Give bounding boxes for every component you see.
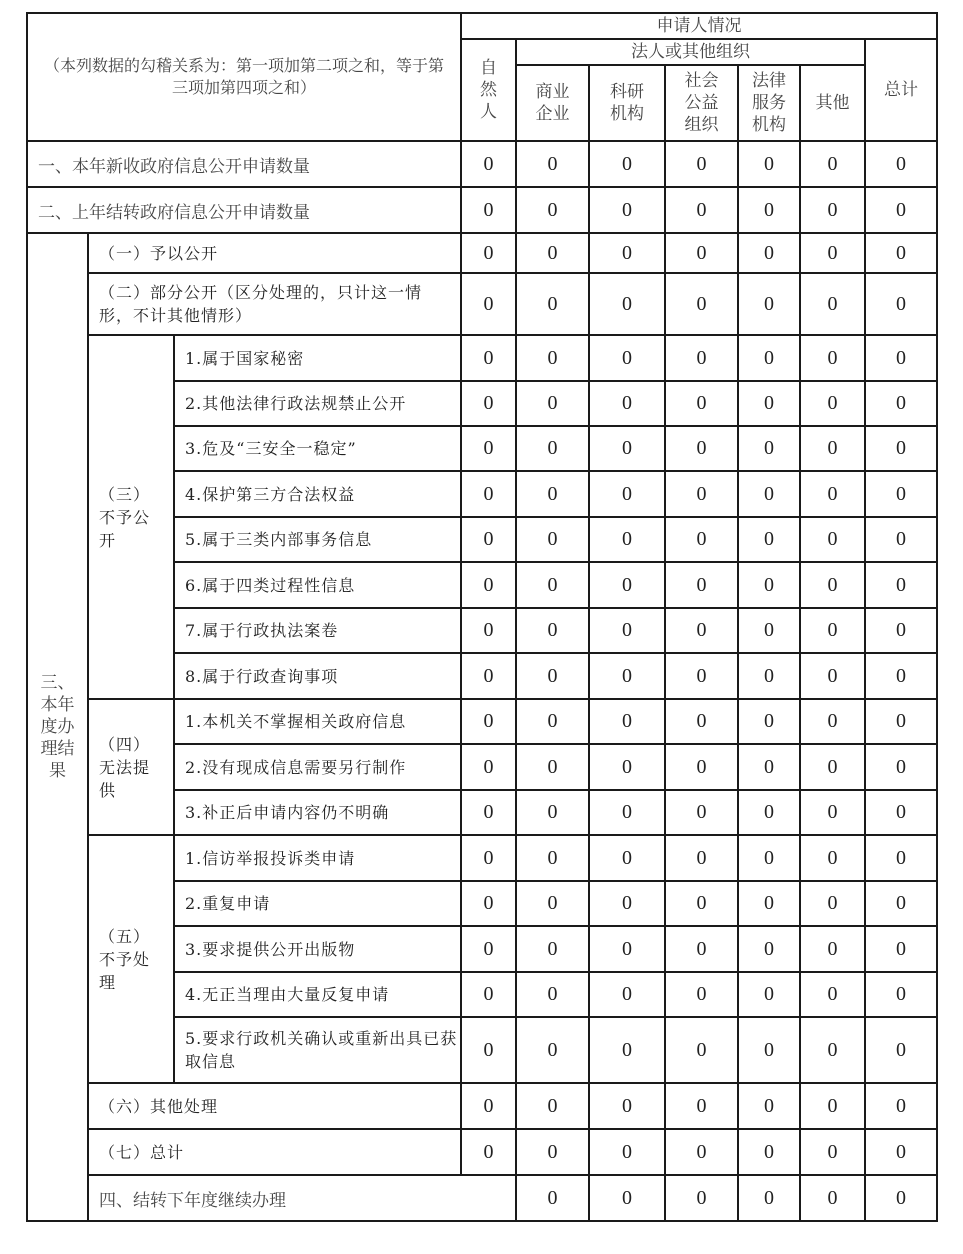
table-row xyxy=(27,1129,937,1175)
cell-value: 0 xyxy=(665,1129,738,1175)
cell-value: 0 xyxy=(589,881,665,926)
cell-value: 0 xyxy=(589,972,665,1017)
cell-value: 0 xyxy=(800,471,865,517)
cell-value: 0 xyxy=(516,471,589,517)
cell-value: 0 xyxy=(665,1175,738,1221)
cell-value: 0 xyxy=(738,562,800,608)
cell-value: 0 xyxy=(800,562,865,608)
cell-value: 0 xyxy=(461,471,516,517)
cell-value: 0 xyxy=(589,273,665,335)
cell-value: 0 xyxy=(800,1017,865,1083)
cell-value: 0 xyxy=(516,881,589,926)
cell-value: 0 xyxy=(865,972,937,1017)
row-label: 2.重复申请 xyxy=(174,881,461,926)
cell-value: 0 xyxy=(738,1017,800,1083)
cell-value: 0 xyxy=(589,335,665,381)
group-label-g5 xyxy=(88,835,174,1083)
cell-value: 0 xyxy=(516,744,589,790)
header-note: （本列数据的勾稽关系为：第一项加第二项之和，等于第三项加第四项之和） xyxy=(27,13,461,141)
section-3-text: 三、本年度办理结果 xyxy=(40,673,75,781)
table-row xyxy=(27,273,937,335)
cell-value: 0 xyxy=(738,471,800,517)
cell-value: 0 xyxy=(589,699,665,744)
cell-value: 0 xyxy=(738,835,800,881)
group-label-text: （四）无法提供 xyxy=(99,734,151,800)
cell-value: 0 xyxy=(461,790,516,835)
cell-value: 0 xyxy=(738,972,800,1017)
disclosure-table xyxy=(26,12,938,1222)
cell-value: 0 xyxy=(738,653,800,699)
table-row xyxy=(27,835,937,881)
cell-value: 0 xyxy=(461,881,516,926)
cell-value: 0 xyxy=(738,881,800,926)
cell-value: 0 xyxy=(516,1083,589,1129)
row-label: 1.本机关不掌握相关政府信息 xyxy=(174,699,461,744)
header-natural-person xyxy=(461,39,516,141)
cell-value: 0 xyxy=(800,517,865,562)
cell-value: 0 xyxy=(461,1083,516,1129)
cell-value: 0 xyxy=(738,926,800,972)
cell-value: 0 xyxy=(800,744,865,790)
cell-value: 0 xyxy=(589,141,665,187)
cell-value: 0 xyxy=(665,381,738,426)
cell-value: 0 xyxy=(738,273,800,335)
cell-value: 0 xyxy=(665,273,738,335)
table-row xyxy=(27,1175,937,1221)
cell-value: 0 xyxy=(800,972,865,1017)
cell-value: 0 xyxy=(461,835,516,881)
cell-value: 0 xyxy=(738,141,800,187)
cell-value: 0 xyxy=(800,653,865,699)
cell-value: 0 xyxy=(800,187,865,233)
cell-value: 0 xyxy=(800,881,865,926)
row-label: 4.无正当理由大量反复申请 xyxy=(174,972,461,1017)
table-row xyxy=(27,1083,937,1129)
header-public-welfare xyxy=(665,65,738,141)
cell-value: 0 xyxy=(665,562,738,608)
cell-value: 0 xyxy=(865,1017,937,1083)
row-label: 7.属于行政执法案卷 xyxy=(174,608,461,653)
cell-value: 0 xyxy=(589,744,665,790)
row-label: 5.要求行政机关确认或重新出具已获取信息 xyxy=(174,1017,461,1083)
header-applicant: 申请人情况 xyxy=(461,13,937,39)
cell-value: 0 xyxy=(665,517,738,562)
cell-value: 0 xyxy=(516,608,589,653)
table-row xyxy=(27,233,937,273)
cell-value: 0 xyxy=(589,1175,665,1221)
cell-value: 0 xyxy=(865,881,937,926)
row-label: 四、结转下年度继续办理 xyxy=(88,1175,516,1221)
cell-value: 0 xyxy=(461,1129,516,1175)
header-natural-person-text: 自然人 xyxy=(480,58,498,122)
cell-value: 0 xyxy=(516,517,589,562)
cell-value: 0 xyxy=(461,381,516,426)
table-row xyxy=(27,699,937,744)
cell-value: 0 xyxy=(665,608,738,653)
cell-value: 0 xyxy=(865,699,937,744)
cell-value: 0 xyxy=(461,187,516,233)
cell-value: 0 xyxy=(461,653,516,699)
group-label-text: （五）不予处理 xyxy=(99,926,151,992)
cell-value: 0 xyxy=(800,1083,865,1129)
cell-value: 0 xyxy=(589,1017,665,1083)
cell-value: 0 xyxy=(665,835,738,881)
row-label: 二、上年结转政府信息公开申请数量 xyxy=(27,187,461,233)
cell-value: 0 xyxy=(516,381,589,426)
row-label: 一、本年新收政府信息公开申请数量 xyxy=(27,141,461,187)
header-total: 总计 xyxy=(865,39,937,141)
cell-value: 0 xyxy=(589,187,665,233)
cell-value: 0 xyxy=(665,790,738,835)
header-legal-service xyxy=(738,65,800,141)
cell-value: 0 xyxy=(461,517,516,562)
cell-value: 0 xyxy=(738,381,800,426)
row-label: （一）予以公开 xyxy=(88,233,461,273)
cell-value: 0 xyxy=(865,233,937,273)
cell-value: 0 xyxy=(665,426,738,471)
cell-value: 0 xyxy=(665,926,738,972)
cell-value: 0 xyxy=(865,1083,937,1129)
cell-value: 0 xyxy=(589,790,665,835)
cell-value: 0 xyxy=(461,1017,516,1083)
cell-value: 0 xyxy=(738,790,800,835)
cell-value: 0 xyxy=(589,517,665,562)
cell-value: 0 xyxy=(865,517,937,562)
row-label: 6.属于四类过程性信息 xyxy=(174,562,461,608)
cell-value: 0 xyxy=(516,790,589,835)
cell-value: 0 xyxy=(738,233,800,273)
row-label: 1.属于国家秘密 xyxy=(174,335,461,381)
cell-value: 0 xyxy=(461,273,516,335)
row-label: 1.信访举报投诉类申请 xyxy=(174,835,461,881)
cell-value: 0 xyxy=(865,141,937,187)
cell-value: 0 xyxy=(461,699,516,744)
cell-value: 0 xyxy=(589,562,665,608)
header-commercial xyxy=(516,65,589,141)
cell-value: 0 xyxy=(461,608,516,653)
cell-value: 0 xyxy=(516,1129,589,1175)
cell-value: 0 xyxy=(800,141,865,187)
row-label: 4.保护第三方合法权益 xyxy=(174,471,461,517)
cell-value: 0 xyxy=(589,653,665,699)
row-label: 2.没有现成信息需要另行制作 xyxy=(174,744,461,790)
cell-value: 0 xyxy=(589,1083,665,1129)
cell-value: 0 xyxy=(800,381,865,426)
cell-value: 0 xyxy=(516,233,589,273)
cell-value: 0 xyxy=(665,187,738,233)
cell-value: 0 xyxy=(738,187,800,233)
cell-value: 0 xyxy=(589,233,665,273)
cell-value: 0 xyxy=(865,381,937,426)
row-label: 3.要求提供公开出版物 xyxy=(174,926,461,972)
cell-value: 0 xyxy=(665,233,738,273)
row-label: （七）总计 xyxy=(88,1129,461,1175)
cell-value: 0 xyxy=(516,972,589,1017)
cell-value: 0 xyxy=(665,335,738,381)
cell-value: 0 xyxy=(516,426,589,471)
cell-value: 0 xyxy=(738,608,800,653)
cell-value: 0 xyxy=(461,233,516,273)
cell-value: 0 xyxy=(800,699,865,744)
cell-value: 0 xyxy=(865,187,937,233)
cell-value: 0 xyxy=(589,835,665,881)
cell-value: 0 xyxy=(461,141,516,187)
cell-value: 0 xyxy=(865,790,937,835)
row-label: （二）部分公开（区分处理的，只计这一情形，不计其他情形） xyxy=(88,273,461,335)
table-row xyxy=(27,187,937,233)
row-label: 5.属于三类内部事务信息 xyxy=(174,517,461,562)
cell-value: 0 xyxy=(800,1175,865,1221)
cell-value: 0 xyxy=(516,141,589,187)
cell-value: 0 xyxy=(516,1175,589,1221)
cell-value: 0 xyxy=(665,1083,738,1129)
cell-value: 0 xyxy=(589,1129,665,1175)
header-commercial-text: 商业企业 xyxy=(535,82,570,124)
header-research-text: 科研机构 xyxy=(610,82,645,124)
cell-value: 0 xyxy=(738,744,800,790)
cell-value: 0 xyxy=(589,608,665,653)
cell-value: 0 xyxy=(865,926,937,972)
cell-value: 0 xyxy=(516,926,589,972)
row-label: 3.补正后申请内容仍不明确 xyxy=(174,790,461,835)
cell-value: 0 xyxy=(461,744,516,790)
table-row xyxy=(27,335,937,381)
cell-value: 0 xyxy=(865,471,937,517)
cell-value: 0 xyxy=(665,141,738,187)
cell-value: 0 xyxy=(589,471,665,517)
cell-value: 0 xyxy=(800,426,865,471)
group-label-text: （三）不予公开 xyxy=(99,484,151,550)
group-label-g3 xyxy=(88,335,174,699)
cell-value: 0 xyxy=(865,273,937,335)
cell-value: 0 xyxy=(800,835,865,881)
cell-value: 0 xyxy=(738,335,800,381)
cell-value: 0 xyxy=(738,1129,800,1175)
cell-value: 0 xyxy=(461,926,516,972)
cell-value: 0 xyxy=(800,233,865,273)
cell-value: 0 xyxy=(800,1129,865,1175)
cell-value: 0 xyxy=(516,562,589,608)
cell-value: 0 xyxy=(665,972,738,1017)
cell-value: 0 xyxy=(589,926,665,972)
cell-value: 0 xyxy=(665,744,738,790)
cell-value: 0 xyxy=(516,335,589,381)
cell-value: 0 xyxy=(461,972,516,1017)
cell-value: 0 xyxy=(865,1129,937,1175)
cell-value: 0 xyxy=(865,653,937,699)
cell-value: 0 xyxy=(865,562,937,608)
header-research xyxy=(589,65,665,141)
cell-value: 0 xyxy=(665,1017,738,1083)
cell-value: 0 xyxy=(516,699,589,744)
cell-value: 0 xyxy=(800,608,865,653)
row-label: 2.其他法律行政法规禁止公开 xyxy=(174,381,461,426)
cell-value: 0 xyxy=(865,1175,937,1221)
cell-value: 0 xyxy=(461,426,516,471)
cell-value: 0 xyxy=(738,1083,800,1129)
cell-value: 0 xyxy=(665,471,738,517)
cell-value: 0 xyxy=(461,335,516,381)
cell-value: 0 xyxy=(800,273,865,335)
cell-value: 0 xyxy=(516,273,589,335)
cell-value: 0 xyxy=(516,1017,589,1083)
cell-value: 0 xyxy=(665,653,738,699)
cell-value: 0 xyxy=(589,381,665,426)
cell-value: 0 xyxy=(665,881,738,926)
row-label: 3.危及“三安全一稳定” xyxy=(174,426,461,471)
cell-value: 0 xyxy=(738,426,800,471)
row-label: （六）其他处理 xyxy=(88,1083,461,1129)
cell-value: 0 xyxy=(865,744,937,790)
header-public-welfare-text: 社会公益组织 xyxy=(684,71,719,135)
cell-value: 0 xyxy=(800,335,865,381)
cell-value: 0 xyxy=(516,653,589,699)
cell-value: 0 xyxy=(665,699,738,744)
cell-value: 0 xyxy=(800,926,865,972)
cell-value: 0 xyxy=(738,1175,800,1221)
cell-value: 0 xyxy=(738,517,800,562)
cell-value: 0 xyxy=(865,335,937,381)
group-label-g4 xyxy=(88,699,174,835)
cell-value: 0 xyxy=(516,187,589,233)
row-label: 8.属于行政查询事项 xyxy=(174,653,461,699)
cell-value: 0 xyxy=(865,835,937,881)
cell-value: 0 xyxy=(738,699,800,744)
table-row xyxy=(27,141,937,187)
header-other: 其他 xyxy=(800,65,865,141)
header-legal-org: 法人或其他组织 xyxy=(516,39,865,65)
cell-value: 0 xyxy=(865,426,937,471)
cell-value: 0 xyxy=(865,608,937,653)
cell-value: 0 xyxy=(516,835,589,881)
header-legal-service-text: 法律服务机构 xyxy=(752,71,787,135)
cell-value: 0 xyxy=(589,426,665,471)
cell-value: 0 xyxy=(461,562,516,608)
section-3-label xyxy=(27,233,88,1221)
cell-value: 0 xyxy=(800,790,865,835)
